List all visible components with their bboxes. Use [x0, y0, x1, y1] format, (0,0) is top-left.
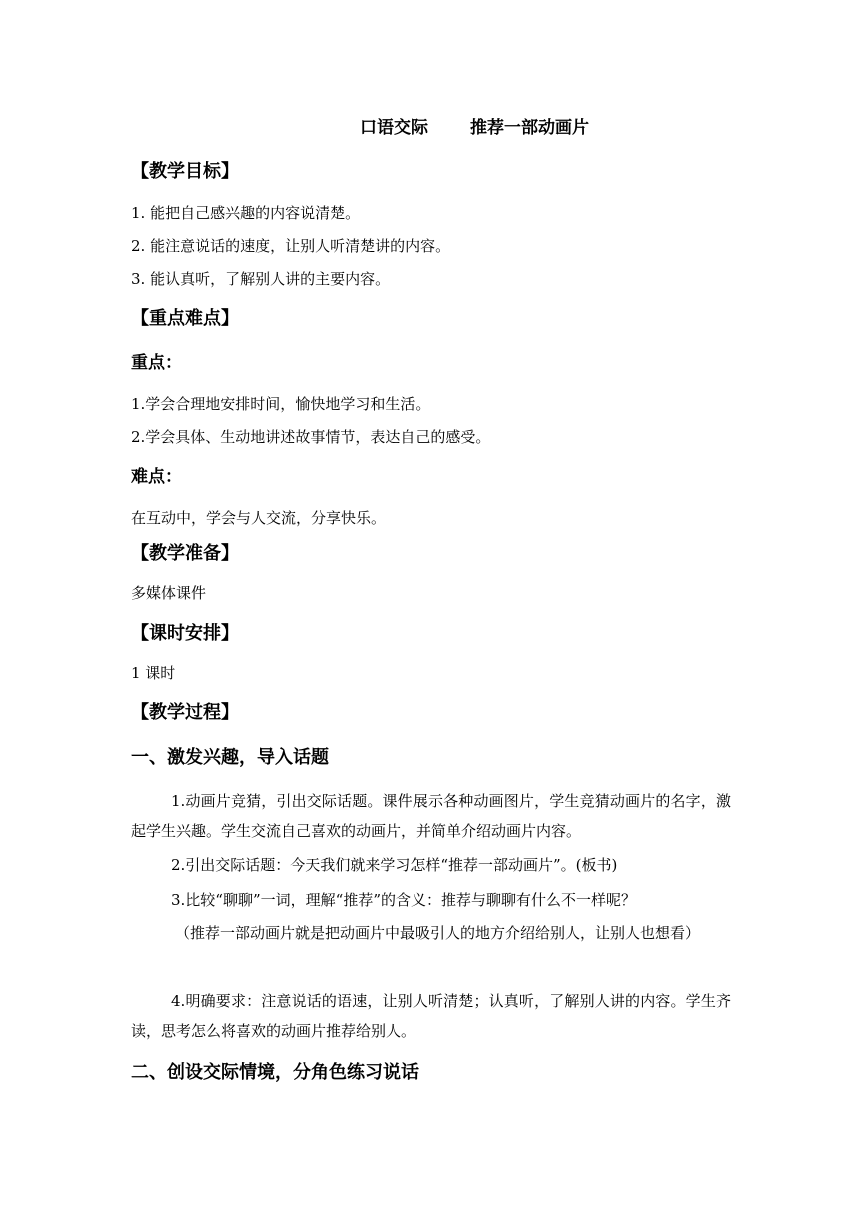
key-label: 重点：: [131, 353, 182, 373]
process-heading: 【教学过程】: [131, 702, 239, 723]
section-1-paragraph-4: [131, 918, 731, 948]
section-1-paragraph-5: [131, 986, 731, 1046]
objective-item-3: 3. 能认真听，了解别人讲的主要内容。: [131, 270, 391, 288]
preparation-text: 多媒体课件: [131, 584, 207, 602]
section-1-paragraph-5-text: 4.明确要求：注意说话的语速，让别人听清楚；认真听，了解别人讲的内容。学生齐读，思考怎么将喜欢的动画片推荐给别人。: [131, 992, 731, 1040]
section-2-title: 二、创设交际情境，分角色练习说话: [131, 1062, 419, 1083]
objective-item-1: 1. 能把自己感兴趣的内容说清楚。: [131, 204, 361, 222]
key-points-heading: 【重点难点】: [131, 308, 239, 329]
difficult-label: 难点：: [131, 467, 182, 487]
key-item-2: 2.学会具体、生动地讲述故事情节，表达自己的感受。: [131, 428, 491, 446]
key-item-1: 1.学会合理地安排时间，愉快地学习和生活。: [131, 395, 431, 413]
difficult-text: 在互动中，学会与人交流，分享快乐。: [131, 509, 387, 527]
section-1-paragraph-4-text: （推荐一部动画片就是把动画片中最吸引人的地方介绍给别人，让别人也想看）: [175, 924, 701, 942]
schedule-heading: 【课时安排】: [131, 623, 239, 644]
preparation-heading: 【教学准备】: [131, 543, 239, 564]
objective-item-2: 2. 能注意说话的速度，让别人听清楚讲的内容。: [131, 237, 451, 255]
section-1-paragraph-3: [131, 885, 731, 915]
section-1-paragraph-2-text: 2.引出交际话题：今天我们就来学习怎样“推荐一部动画片”。(板书): [171, 856, 618, 874]
section-1-paragraph-2: [131, 850, 731, 880]
section-1-paragraph-1: [131, 786, 731, 846]
schedule-text: 1 课时: [131, 664, 176, 682]
title-part-2: 推荐一部动画片: [470, 118, 589, 138]
section-1-title: 一、激发兴趣，导入话题: [131, 747, 329, 768]
section-1-paragraph-3-text: 3.比较“聊聊”一词，理解“推荐”的含义：推荐与聊聊有什么不一样呢？: [171, 891, 636, 909]
section-1-paragraph-1-text: 1.动画片竞猜，引出交际话题。课件展示各种动画图片，学生竞猜动画片的名字，激起学生兴趣。学生交流自己喜欢的动画片，并简单介绍动画片内容。: [131, 792, 731, 840]
title-part-1: 口语交际: [360, 118, 428, 138]
objectives-heading: 【教学目标】: [131, 161, 239, 182]
